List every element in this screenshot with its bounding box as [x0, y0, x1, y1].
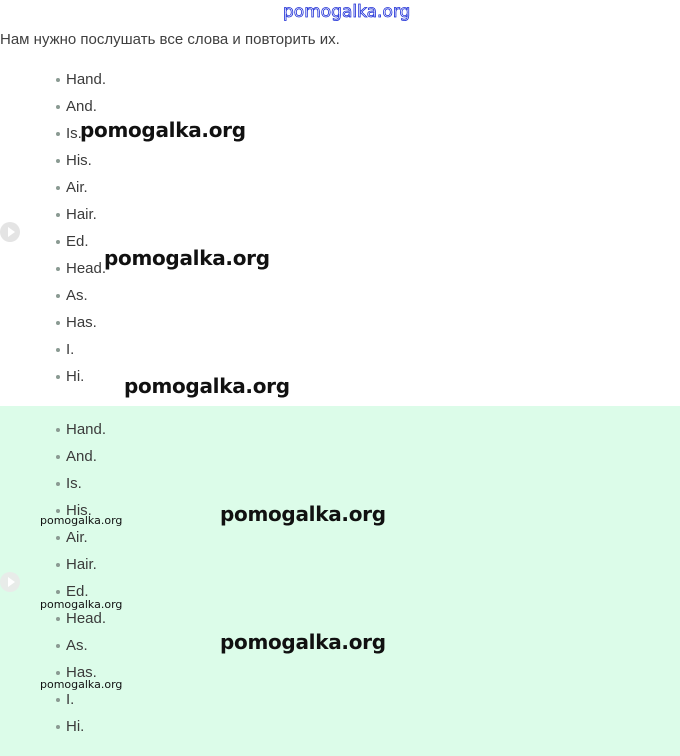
bullet-icon — [56, 617, 60, 621]
bullet-icon — [56, 563, 60, 567]
list-item: His. — [55, 151, 106, 178]
word-list-section-highlighted — [0, 406, 680, 756]
list-item: And. — [55, 97, 106, 124]
bullet-icon — [56, 78, 60, 82]
list-item: I. — [55, 340, 106, 367]
bullet-icon — [56, 725, 60, 729]
bullet-icon — [56, 267, 60, 271]
bullet-icon — [56, 482, 60, 486]
watermark-small: pomogalka.org — [40, 514, 123, 527]
list-item: Has. — [55, 663, 106, 690]
list-item: His. — [55, 501, 106, 528]
list-item: Ed. — [55, 582, 106, 609]
list-item: Air. — [55, 528, 106, 555]
list-item: And. — [55, 447, 106, 474]
bullet-icon — [56, 321, 60, 325]
play-audio-button-1[interactable] — [0, 222, 20, 242]
list-item: I. — [55, 690, 106, 717]
list-item: Hair. — [55, 205, 106, 232]
list-item: Hi. — [55, 367, 106, 394]
bullet-icon — [56, 348, 60, 352]
bullet-icon — [56, 105, 60, 109]
bullet-icon — [56, 509, 60, 513]
bullet-icon — [56, 213, 60, 217]
watermark: pomogalka.org — [220, 502, 386, 526]
watermark: pomogalka.org — [124, 374, 290, 398]
bullet-icon — [56, 428, 60, 432]
word-list-bottom — [55, 420, 106, 744]
bullet-icon — [56, 186, 60, 190]
list-item: Is. — [55, 124, 106, 151]
list-item: Has. — [55, 313, 106, 340]
bullet-icon — [56, 375, 60, 379]
list-item: Is. — [55, 474, 106, 501]
bullet-icon — [56, 455, 60, 459]
list-item: Ed. — [55, 232, 106, 259]
bullet-icon — [56, 671, 60, 675]
watermark: pomogalka.org — [220, 630, 386, 654]
play-audio-button-2[interactable] — [0, 572, 20, 592]
list-item: Head. — [55, 609, 106, 636]
site-link[interactable]: pomogalka.org — [283, 2, 411, 22]
list-item: Air. — [55, 178, 106, 205]
watermark: pomogalka.org — [80, 118, 246, 142]
list-item: As. — [55, 286, 106, 313]
watermark: pomogalka.org — [104, 246, 270, 270]
watermark-small: pomogalka.org — [40, 598, 123, 611]
list-item: Head. — [55, 259, 106, 286]
bullet-icon — [56, 698, 60, 702]
bullet-icon — [56, 132, 60, 136]
list-item: Hand. — [55, 70, 106, 97]
watermark-small: pomogalka.org — [40, 678, 123, 691]
bullet-icon — [56, 644, 60, 648]
bullet-icon — [56, 159, 60, 163]
bullet-icon — [56, 240, 60, 244]
bullet-icon — [56, 536, 60, 540]
instruction-text: Нам нужно послушать все слова и повторить их. — [0, 31, 340, 48]
list-item: Hand. — [55, 420, 106, 447]
list-item: As. — [55, 636, 106, 663]
list-item: Hi. — [55, 717, 106, 744]
bullet-icon — [56, 590, 60, 594]
bullet-icon — [56, 294, 60, 298]
list-item: Hair. — [55, 555, 106, 582]
